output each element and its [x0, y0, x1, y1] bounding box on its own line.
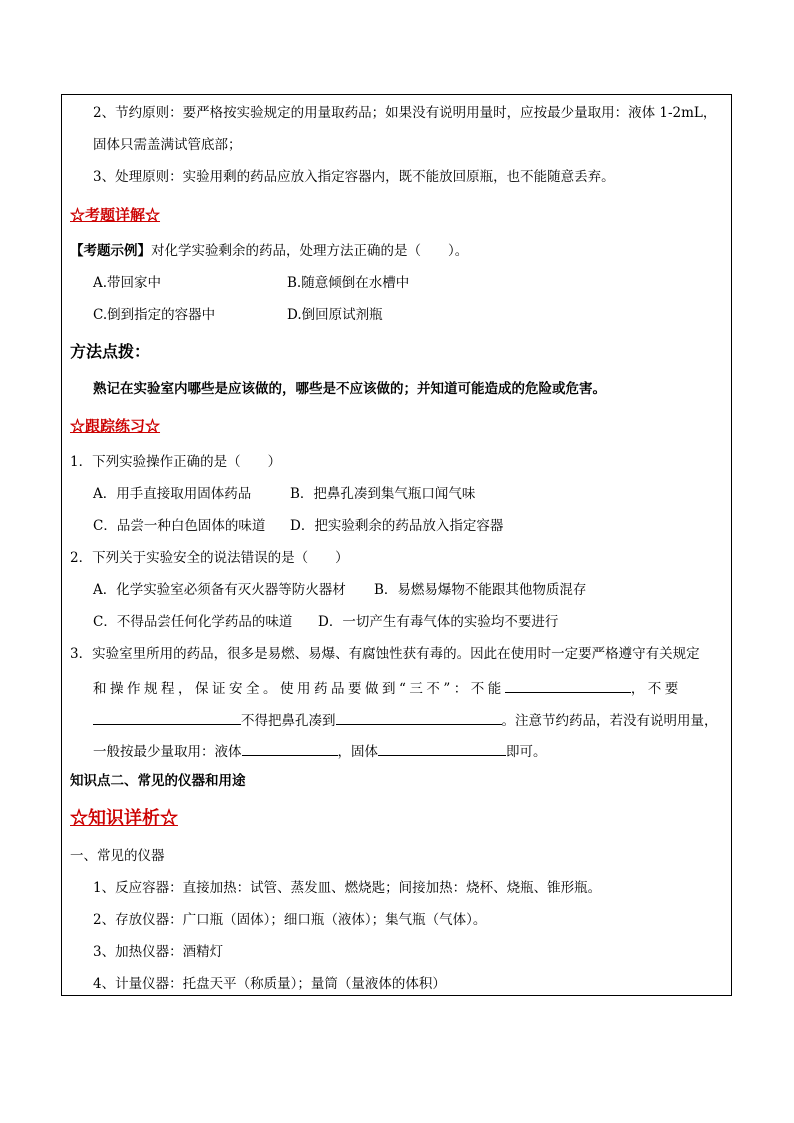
instruments-subheading: 一、常见的仪器 — [70, 848, 165, 864]
answer-blank-4[interactable] — [242, 741, 338, 756]
q3-text-a: 和操作规程，保证安全。使用药品要做到“三不”：不能 — [93, 681, 505, 697]
knowledge-2-title: 知识点二、常见的仪器和用途 — [70, 773, 246, 789]
instrument-2: 2、存放仪器：广口瓶（固体）；细口瓶（液体）；集气瓶（气体）。 — [93, 912, 487, 928]
instrument-4: 4、计量仪器：托盘天平（称质量）；量筒（量液体的体积） — [93, 976, 446, 992]
answer-blank-1[interactable] — [505, 678, 631, 693]
question-3-line-1: 3．实验室里所用的药品，很多是易燃、易爆、有腐蚀性获有毒的。因此在使用时一定要严格遵守有关规定 — [70, 646, 700, 662]
q1-option-d: D．把实验剩余的药品放入指定容器 — [290, 518, 504, 534]
exam-example — [70, 242, 468, 260]
q1-option-c: C．品尝一种白色固体的味道 — [93, 518, 266, 534]
q3-text-b: ，不要 — [630, 681, 682, 697]
principle-2-line-1: 2、节约原则：要严格按实验规定的用量取药品；如果没有说明用量时，应按最少量取用：液体 1-2mL， — [93, 105, 717, 121]
instrument-3: 3、加热仪器：酒精灯 — [93, 944, 224, 960]
exam-heading: ☆考题详解☆ — [70, 206, 161, 224]
question-2: 2．下列关于实验安全的说法错误的是（ ） — [70, 550, 349, 566]
q3-text-f: ，固体 — [337, 744, 378, 760]
principle-3: 3、处理原则：实验用剩的药品应放入指定容器内，既不能放回原瓶，也不能随意丢弃。 — [93, 169, 615, 185]
q3-text-d: 。注意节约药品，若没有说明用量， — [501, 713, 718, 729]
question-3-line-4 — [93, 741, 547, 761]
knowledge-heading: ☆知识详析☆ — [70, 808, 178, 829]
q3-text-c: 不得把鼻孔凑到 — [241, 713, 336, 729]
q2-option-b: B．易燃易爆物不能跟其他物质混存 — [374, 582, 587, 598]
option-b: B.随意倾倒在水槽中 — [287, 275, 410, 291]
q3-text-g: 即可。 — [506, 744, 547, 760]
question-1: 1．下列实验操作正确的是（ ） — [70, 454, 282, 470]
principle-2-line-2: 固体只需盖满试管底部； — [93, 137, 242, 153]
q2-option-d: D．一切产生有毒气体的实验均不要进行 — [318, 614, 559, 630]
q2-option-a: A．化学实验室必须备有灭火器等防火器材 — [93, 582, 346, 598]
content-frame — [61, 94, 732, 996]
answer-blank-3[interactable] — [336, 710, 502, 725]
method-text: 熟记在实验室内哪些是应该做的，哪些是不应该做的；并知道可能造成的危险或危害。 — [93, 381, 606, 397]
option-a: A.带回家中 — [93, 275, 162, 291]
q2-option-c: C．不得品尝任何化学药品的味道 — [93, 614, 293, 630]
option-d: D.倒回原试剂瓶 — [287, 307, 383, 323]
instrument-1: 1、反应容器：直接加热：试管、蒸发皿、燃烧匙；间接加热：烧杯、烧瓶、锥形瓶。 — [93, 880, 602, 896]
option-c: C.倒到指定的容器中 — [93, 307, 216, 323]
q3-text-e: 一般按最少量取用：液体 — [93, 744, 242, 760]
question-3-line-2 — [93, 678, 682, 698]
q1-option-a: A．用手直接取用固体药品 — [93, 486, 252, 502]
q1-option-b: B．把鼻孔凑到集气瓶口闻气味 — [290, 486, 476, 502]
practice-heading: ☆跟踪练习☆ — [70, 417, 161, 435]
answer-blank-2[interactable] — [93, 710, 241, 725]
answer-blank-5[interactable] — [378, 741, 506, 756]
example-question: 对化学实验剩余的药品，处理方法正确的是（ ）。 — [151, 243, 469, 259]
question-3-line-3 — [93, 710, 718, 730]
example-tag: 【考题示例】 — [70, 243, 151, 259]
method-heading: 方法点拨： — [70, 342, 151, 361]
